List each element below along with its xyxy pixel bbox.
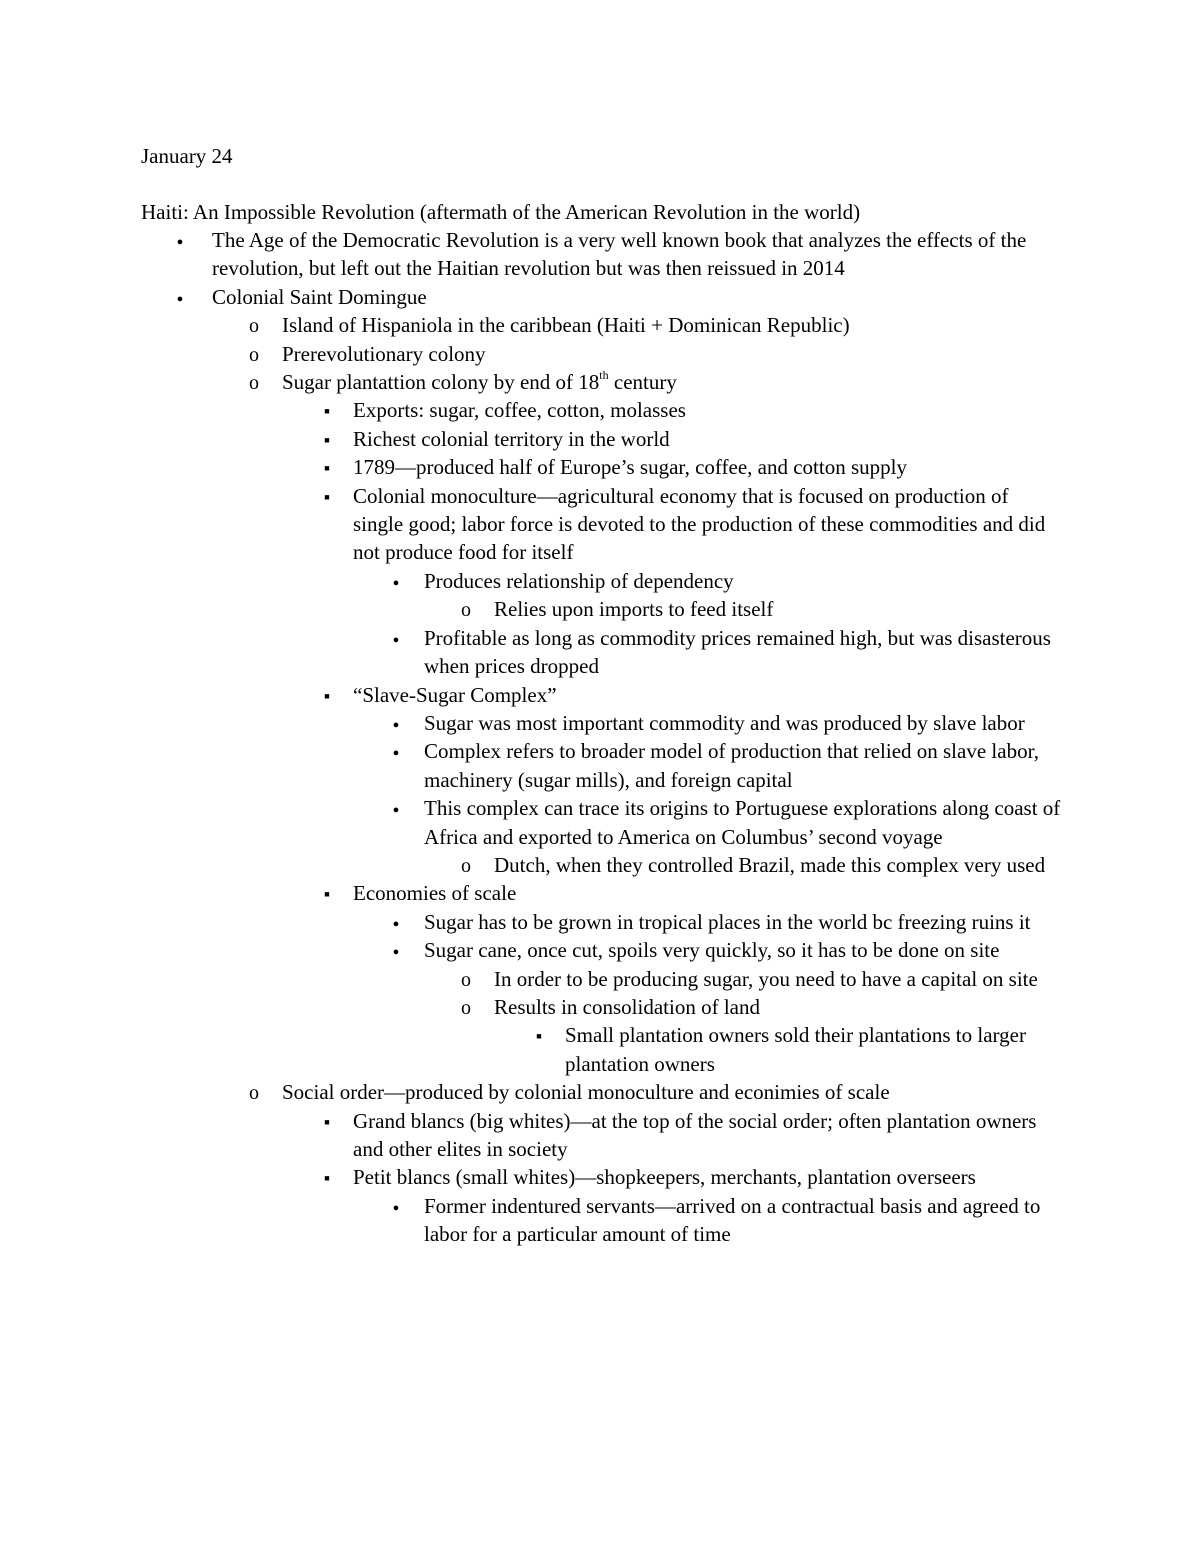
outline-item xyxy=(424,936,1064,964)
outline-item-text-main: Profitable as long as commodity prices remained high, but was disasterous when prices dropped xyxy=(424,625,1051,679)
outline-item xyxy=(353,396,1063,424)
outline-item xyxy=(353,879,1063,907)
bullet-marker-icon xyxy=(386,567,406,599)
outline-item xyxy=(282,1078,1072,1106)
square-marker-icon xyxy=(317,1107,337,1139)
outline-item-text xyxy=(353,453,1063,481)
outline-item xyxy=(424,567,1064,595)
outline-item-text-main: In order to be producing sugar, you need to have a capital on site xyxy=(494,966,1038,991)
outline-item-text-main: Sugar was most important commodity and was produced by slave labor xyxy=(424,710,1025,735)
outline-item-text-main: Grand blancs (big whites)—at the top of the social order; often plantation owners and other elites in society xyxy=(353,1108,1037,1161)
square-marker-icon xyxy=(317,1163,337,1195)
outline-item-text xyxy=(212,226,1072,283)
outline-item-text-main: Colonial monoculture—agricultural economy that is focused on production of single good; labor force is devoted to the production of these commodities and did not produce food for itself xyxy=(353,483,1046,565)
outline-item-text xyxy=(424,737,1064,794)
outline-item-text-main: Former indentured servants—arrived on a contractual basis and agreed to labor for a particular amount of time xyxy=(424,1193,1041,1247)
outline-item xyxy=(282,340,1072,368)
outline-item-text xyxy=(424,567,1064,595)
outline-item xyxy=(353,482,1063,567)
outline-item-text xyxy=(494,595,1054,623)
outline-item xyxy=(424,709,1064,737)
outline-item-text xyxy=(424,624,1064,681)
bullet-marker-icon xyxy=(386,794,406,826)
outline-item-text xyxy=(494,965,1054,993)
outline-item-text-main: Economies of scale xyxy=(353,881,517,906)
outline-item xyxy=(424,908,1064,936)
square-marker-icon xyxy=(317,879,337,911)
outline-item-text xyxy=(424,709,1064,737)
outline-item-text xyxy=(353,1107,1063,1164)
outline-item xyxy=(353,453,1063,481)
circle-marker-icon xyxy=(244,340,264,369)
outline-list xyxy=(0,226,1200,1249)
outline-item xyxy=(353,425,1063,453)
outline-item xyxy=(212,283,1072,311)
outline-item-text-main: Island of Hispaniola in the caribbean (Haiti + Dominican Republic) xyxy=(282,313,850,338)
circle-marker-icon xyxy=(456,993,476,1022)
bullet-marker-icon xyxy=(170,283,190,315)
outline-item-text xyxy=(212,283,1072,311)
outline-item xyxy=(282,368,1072,396)
superscript: th xyxy=(599,368,609,383)
outline-item-text xyxy=(353,681,1063,709)
outline-item xyxy=(424,794,1064,851)
outline-item xyxy=(424,624,1064,681)
note-heading: Haiti: An Impossible Revolution (aftermath of the American Revolution in the world) xyxy=(141,200,861,224)
square-marker-icon xyxy=(529,1021,549,1053)
outline-item-text xyxy=(282,311,1072,339)
bullet-marker-icon xyxy=(386,737,406,769)
circle-marker-icon xyxy=(244,368,264,397)
outline-item-text-main: Prerevolutionary colony xyxy=(282,341,486,366)
outline-item-text-main: Complex refers to broader model of production that relied on slave labor, machinery (sugar mills), and foreign capital xyxy=(424,739,1039,792)
outline-item xyxy=(353,681,1063,709)
note-date: January 24 xyxy=(141,144,233,168)
circle-marker-icon xyxy=(456,595,476,624)
square-marker-icon xyxy=(317,681,337,713)
outline-item-text xyxy=(282,340,1072,368)
outline-item xyxy=(494,993,1054,1021)
outline-item-text xyxy=(494,851,1054,879)
outline-item xyxy=(353,1163,1063,1191)
outline-item-text-main: Social order—produced by colonial monoculture and econimies of scale xyxy=(282,1080,890,1105)
outline-item-text xyxy=(353,879,1063,907)
outline-item-text-main: Dutch, when they controlled Brazil, made this complex very used xyxy=(494,852,1046,877)
outline-item-text-main: Small plantation owners sold their plantations to larger plantation owners xyxy=(565,1023,1026,1076)
outline-item-text xyxy=(353,396,1063,424)
outline-item-text xyxy=(424,1192,1064,1249)
bullet-marker-icon xyxy=(386,624,406,656)
bullet-marker-icon xyxy=(386,936,406,968)
circle-marker-icon xyxy=(244,311,264,340)
outline-item xyxy=(353,1107,1063,1164)
square-marker-icon xyxy=(317,482,337,514)
outline-item-text-main: Sugar cane, once cut, spoils very quickly, so it has to be done on site xyxy=(424,938,1000,963)
bullet-marker-icon xyxy=(170,226,190,258)
outline-item xyxy=(282,311,1072,339)
outline-item xyxy=(494,965,1054,993)
outline-item-text xyxy=(494,993,1054,1021)
outline-item-text-main: Relies upon imports to feed itself xyxy=(494,597,774,622)
outline-item-text-main: The Age of the Democratic Revolution is a very well known book that analyzes the effects of the revolution, but left out the Haitian revolution but was then reissued in 2014 xyxy=(212,228,1027,281)
outline-item-text-main: Richest colonial territory in the world xyxy=(353,426,670,451)
outline-item-text-main: Petit blancs (small whites)—shopkeepers, merchants, plantation overseers xyxy=(353,1165,976,1190)
outline-item-text xyxy=(565,1021,1055,1078)
outline-item xyxy=(494,851,1054,879)
outline-item-text-after: century xyxy=(608,370,677,395)
outline-item-text-main: Produces relationship of dependency xyxy=(424,568,734,593)
outline-item-text-main: Sugar plantattion colony by end of 18 xyxy=(282,370,600,395)
outline-item xyxy=(424,737,1064,794)
outline-item xyxy=(212,226,1072,283)
outline-item-text xyxy=(282,1078,1072,1106)
outline-item-text-main: “Slave-Sugar Complex” xyxy=(353,682,557,707)
outline-item-text xyxy=(353,1163,1063,1191)
outline-item-text-main: This complex can trace its origins to Portuguese explorations along coast of Africa and exported to America on Columbus’ second voyage xyxy=(424,796,1061,849)
circle-marker-icon xyxy=(456,965,476,994)
outline-item-text-main: Results in consolidation of land xyxy=(494,994,760,1019)
outline-item-text-main: Sugar has to be grown in tropical places in the world bc freezing ruins it xyxy=(424,909,1031,934)
circle-marker-icon xyxy=(244,1078,264,1107)
outline-item-text-main: Colonial Saint Domingue xyxy=(212,284,427,309)
bullet-marker-icon xyxy=(386,1192,406,1224)
outline-item-text xyxy=(424,794,1064,851)
circle-marker-icon xyxy=(456,851,476,880)
outline-item xyxy=(565,1021,1055,1078)
outline-item-text xyxy=(424,908,1064,936)
outline-item-text xyxy=(353,425,1063,453)
outline-item-text-main: Exports: sugar, coffee, cotton, molasses xyxy=(353,398,686,423)
outline-item xyxy=(494,595,1054,623)
outline-item-text xyxy=(353,482,1063,567)
outline-item-text-main: 1789—produced half of Europe’s sugar, coffee, and cotton supply xyxy=(353,455,907,480)
outline-item xyxy=(424,1192,1064,1249)
outline-item-text xyxy=(282,368,1072,396)
outline-item-text xyxy=(424,936,1064,964)
